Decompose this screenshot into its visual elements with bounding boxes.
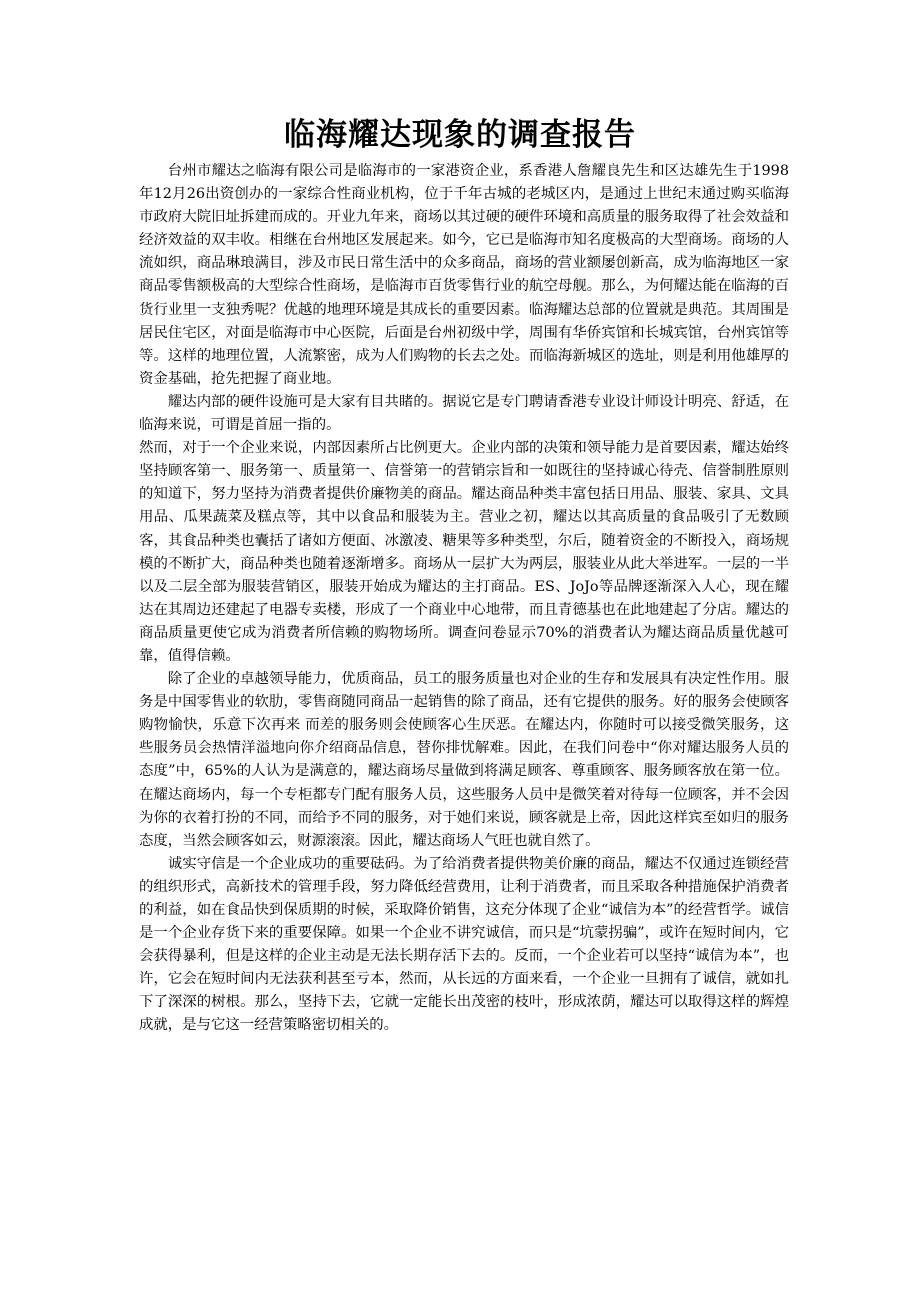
paragraph-5: 诚实守信是一个企业成功的重要砝码。为了给消费者提供物美价廉的商品，耀达不仅通过连锁经营的组织形式，高新技术的管理手段，努力降低经营费用，让利于消费者，而且采取各种措施保护消费者的利益，如在食品快到保质期的时候，采取降价销售，这充分体现了企业“诚信为本”的经营哲学。诚信是一个企业存货下来的重要保障。如果一个企业不讲究诚信，而只是“坑蒙拐骗”，或许在短时间内，它会获得暴利，但是这样的企业主动是无法长期存活下去的。反而，一个企业若可以坚持“诚信为本”，也许，它会在短时间内无法获利甚至亏本，然而，从长远的方面来看，一个企业一旦拥有了诚信，就如扎下了深深的树根。那么，坚持下去，它就一定能长出茂密的枝叶，形成浓荫，耀达可以取得这样的辉煌成就，是与它这一经营策略密切相关的。	[139, 855, 789, 1034]
document-title: 临海耀达现象的调查报告	[284, 117, 636, 153]
paragraph-1: 台州市耀达之临海有限公司是临海市的一家港资企业，系香港人詹耀良先生和区达雄先生于1998年12月26出资创办的一家综合性商业机构，位于千年古城的老城区内，是通过上世纪末通过购买临海市政府大院旧址拆建而成的。开业九年来，商场以其过硬的硬件环境和高质量的服务取得了社会效益和经济效益的双丰收。相继在台州地区发展起来。如今，它已是临海市知名度极高的大型商场。商场的人流如织，商品琳琅满目，涉及市民日常生活中的众多商品，商场的营业额屡创新高，成为临海地区一家商品零售额极高的大型综合性商场，是临海市百货零售行业的航空母舰。那么，为何耀达能在临海的百货行业里一支独秀呢？优越的地理环境是其成长的重要因素。临海耀达总部的位置就是典范。其周围是居民住宅区，对面是临海市中心医院，后面是台州初级中学，周围有华侨宾馆和长城宾馆，台州宾馆等等。这样的地理位置，人流繁密，成为人们购物的长去之处。而临海新城区的选址，则是利用他雄厚的资金基础，抢先把握了商业地。	[139, 163, 789, 387]
paragraph-4: 除了企业的卓越领导能力，优质商品，员工的服务质量也对企业的生存和发展具有决定性作用。服务是中国零售业的软肋，零售商随同商品一起销售的除了商品，还有它提供的服务。好的服务会使顾客购物愉快，乐意下次再来 而差的服务则会使顾客心生厌恶。在耀达内，你随时可以接受微笑服务，这些服务员会热情洋溢地向你介绍商品信息，替你排忧解难。因此，在我们问卷中“你对耀达服务人员的态度”中，65%的人认为是满意的，耀达商场尽量做到将满足顾客、尊重顾客、服务顾客放在第一位。在耀达商场内，每一个专柜都专门配有服务人员，这些服务人员中是微笑着对待每一位顾客，并不会因为你的衣着打扮的不同，而给予不同的服务，对于她们来说，顾客就是上帝，因此这样宾至如归的服务态度，当然会顾客如云，财源滚滚。因此，耀达商场人气旺也就自然了。	[139, 671, 789, 849]
paragraph-2: 耀达内部的硬件设施可是大家有目共睹的。据说它是专门聘请香港专业设计师设计明亮、舒适，在临海来说，可谓是首屈一指的。	[139, 393, 789, 434]
document-body	[139, 160, 789, 1038]
paragraph-3: 然而，对于一个企业来说，内部因素所占比例更大。企业内部的决策和领导能力是首要因素，耀达始终坚持顾客第一、服务第一、质量第一、信誉第一的营销宗旨和一如既往的坚持诚心待壳、信誉制胜原则的知道下，努力坚持为消费者提供价廉物美的商品。耀达商品种类丰富包括日用品、服装、家具、文具用品、瓜果蔬菜及糕点等，其中以食品和服装为主。营业之初，耀达以其高质量的食品吸引了无数顾客，其食品种类也囊括了诸如方便面、冰激凌、糖果等多种类型，尔后，随着资金的不断投入，商场规模的不断扩大，商品种类也随着逐渐增多。商场从一层扩大为两层，服装业从此大举进军。一层的一半以及二层全部为服装营销区，服装开始成为耀达的主打商品。ES、JoJo等品牌逐渐深入人心，现在耀达在其周边还建起了电器专卖楼，形成了一个商业中心地带，而且青德基也在此地建起了分店。耀达的商品质量更使它成为消费者所信赖的购物场所。调查问卷显示70%的消费者认为耀达商品质量优越可靠，值得信赖。	[139, 440, 789, 664]
